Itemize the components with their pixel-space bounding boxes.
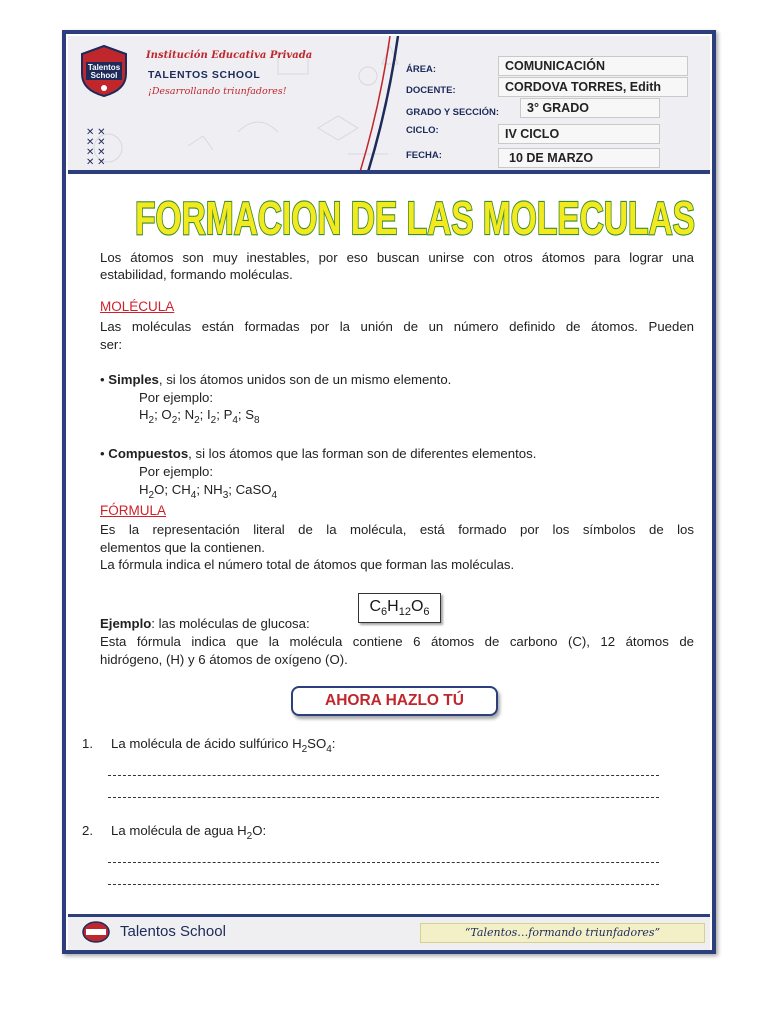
intro-line-2: estabilidad, formando moléculas. xyxy=(100,267,293,282)
simples-bullet-item xyxy=(100,371,451,389)
formula-symbol: S xyxy=(245,407,255,422)
grade-value: 3° GRADO xyxy=(520,98,660,118)
formula-subscript: 2 xyxy=(210,415,217,426)
question-1-suffix: : xyxy=(331,736,336,751)
formula-symbol: H xyxy=(292,736,302,751)
area-label: ÁREA: xyxy=(406,64,437,75)
date-label: FECHA: xyxy=(406,150,442,161)
formula-symbol: O xyxy=(252,823,263,838)
formula-symbol: CaSO xyxy=(235,482,272,497)
teacher-value: CORDOVA TORRES, Edith xyxy=(498,77,688,97)
formula-separator: ; xyxy=(154,407,162,422)
simples-examples xyxy=(139,406,260,430)
question-2-number: 2. xyxy=(82,823,93,838)
formula-separator: ; xyxy=(228,482,236,497)
formula-symbol: H xyxy=(237,823,247,838)
svg-text:School: School xyxy=(90,71,118,80)
glucose-formula-box xyxy=(358,593,441,623)
decorative-x-marks: ✕ ✕ ✕ ✕ ✕ ✕ ✕ ✕ xyxy=(86,127,106,168)
molecula-def-line-2: ser: xyxy=(100,337,122,352)
cycle-value: IV CICLO xyxy=(498,124,660,144)
simples-description: , si los átomos unidos son de un mismo elemento. xyxy=(158,372,452,387)
compuestos-bullet-item xyxy=(100,445,536,463)
formula-separator: ; xyxy=(199,407,207,422)
worksheet-title xyxy=(133,190,698,242)
intro-line-1: Los átomos son muy inestables, por eso buscan unirse con otros átomos para lograr una xyxy=(100,250,694,265)
footer-divider xyxy=(68,914,710,917)
formula-subscript: 12 xyxy=(398,606,411,618)
formula-explanation-line-2: hidrógeno, (H) y 6 átomos de oxígeno (O). xyxy=(100,652,348,667)
formula-subscript: 6 xyxy=(423,606,430,618)
formula-separator: ; xyxy=(164,482,172,497)
formula-subscript: 2 xyxy=(246,831,253,842)
formula-symbol: I xyxy=(207,407,211,422)
question-1-number: 1. xyxy=(82,736,93,751)
formula-symbol: CH xyxy=(171,482,191,497)
example-term: Ejemplo xyxy=(100,616,152,631)
ahora-hazlo-tu-banner: AHORA HAZLO TÚ xyxy=(291,686,498,716)
header-divider xyxy=(68,170,710,174)
formula-symbol: H xyxy=(139,407,149,422)
teacher-label: DOCENTE: xyxy=(406,85,456,96)
formula-subscript: 2 xyxy=(301,744,308,755)
formula-subscript: 4 xyxy=(326,744,332,755)
formula-heading: FÓRMULA xyxy=(100,503,167,518)
formula-symbol: H xyxy=(139,482,149,497)
formula-subscript: 2 xyxy=(148,490,155,501)
formula-symbol: C xyxy=(369,598,382,615)
formula-def-line-3: La fórmula indica el número total de átomos que forman las moléculas. xyxy=(100,557,515,572)
bullet-icon: • xyxy=(100,372,105,387)
molecula-heading: MOLÉCULA xyxy=(100,299,175,314)
formula-subscript: 2 xyxy=(194,415,200,426)
question-1-answer-line-1[interactable] xyxy=(108,775,659,777)
footer-logo-icon xyxy=(82,921,110,943)
formula-symbol: O xyxy=(154,482,165,497)
grade-label: GRADO Y SECCIÓN: xyxy=(406,107,500,118)
compuestos-term: Compuestos xyxy=(108,446,189,461)
formula-subscript: 4 xyxy=(232,415,238,426)
formula-symbol: N xyxy=(184,407,195,422)
date-value: 10 DE MARZO xyxy=(498,148,660,168)
institution-name: TALENTOS SCHOOL xyxy=(148,69,261,81)
example-description: : las moléculas de glucosa: xyxy=(151,616,310,631)
school-logo-icon xyxy=(78,44,130,98)
formula-symbol: O xyxy=(410,598,424,615)
formula-subscript: 3 xyxy=(222,490,229,501)
formula-subscript: 2 xyxy=(148,415,155,426)
question-2-answer-line-2[interactable] xyxy=(108,884,659,886)
simples-example-label: Por ejemplo: xyxy=(139,390,214,405)
question-1-prompt: La molécula de ácido sulfúrico xyxy=(111,736,293,751)
formula-separator: ; xyxy=(177,407,185,422)
question-2-answer-line-1[interactable] xyxy=(108,862,659,864)
formula-separator: ; xyxy=(196,482,204,497)
formula-def-line-2: elementos que la contienen. xyxy=(100,540,265,555)
molecula-def-line-1: Las moléculas están formadas por la unión de un número definido de átomos. Pueden xyxy=(100,319,694,334)
simples-term: Simples xyxy=(108,372,159,387)
question-2-suffix: : xyxy=(262,823,267,838)
svg-text:Talentos: Talentos xyxy=(87,63,121,72)
footer-school-name: Talentos School xyxy=(120,923,226,940)
formula-symbol: H xyxy=(387,598,399,615)
svg-text:FORMACION DE LAS MOLECULAS: FORMACION DE LAS MOLECULAS xyxy=(135,192,695,242)
bullet-icon: • xyxy=(100,446,105,461)
question-1-answer-line-2[interactable] xyxy=(108,797,659,799)
formula-def-line-1: Es la representación literal de la molécula, está formado por los símbolos de los xyxy=(100,522,694,537)
formula-subscript: 2 xyxy=(171,415,178,426)
formula-subscript: 4 xyxy=(190,490,197,501)
institution-type: Institución Educativa Privada xyxy=(146,50,313,61)
formula-symbol: NH xyxy=(203,482,223,497)
footer-slogan: “Talentos…formando triunfadores” xyxy=(420,923,705,943)
question-1-text xyxy=(111,735,335,759)
question-2-prompt: La molécula de agua xyxy=(111,823,238,838)
area-value: COMUNICACIÓN xyxy=(498,56,688,76)
formula-subscript: 4 xyxy=(271,490,278,501)
question-2-formula xyxy=(237,823,263,842)
formula-subscript: 8 xyxy=(254,415,260,426)
formula-symbol: SO xyxy=(307,736,327,751)
formula-symbol: P xyxy=(223,407,233,422)
institution-motto: ¡Desarrollando triunfadores! xyxy=(148,86,287,97)
formula-separator: ; xyxy=(216,407,224,422)
question-2-text xyxy=(111,822,266,846)
compuestos-example-label: Por ejemplo: xyxy=(139,464,214,479)
formula-separator: ; xyxy=(237,407,246,422)
formula-explanation-line-1: Esta fórmula indica que la molécula contiene 6 átomos de carbono (C), 12 átomos de xyxy=(100,634,694,649)
glucose-example xyxy=(100,615,310,633)
compuestos-examples xyxy=(139,481,277,505)
formula-subscript: 6 xyxy=(381,606,388,618)
compuestos-description: , si los átomos que las forman son de diferentes elementos. xyxy=(188,446,537,461)
cycle-label: CICLO: xyxy=(406,125,439,136)
footer xyxy=(68,914,710,950)
header xyxy=(68,36,710,172)
question-1-formula xyxy=(292,736,332,755)
formula-symbol: O xyxy=(161,407,172,422)
